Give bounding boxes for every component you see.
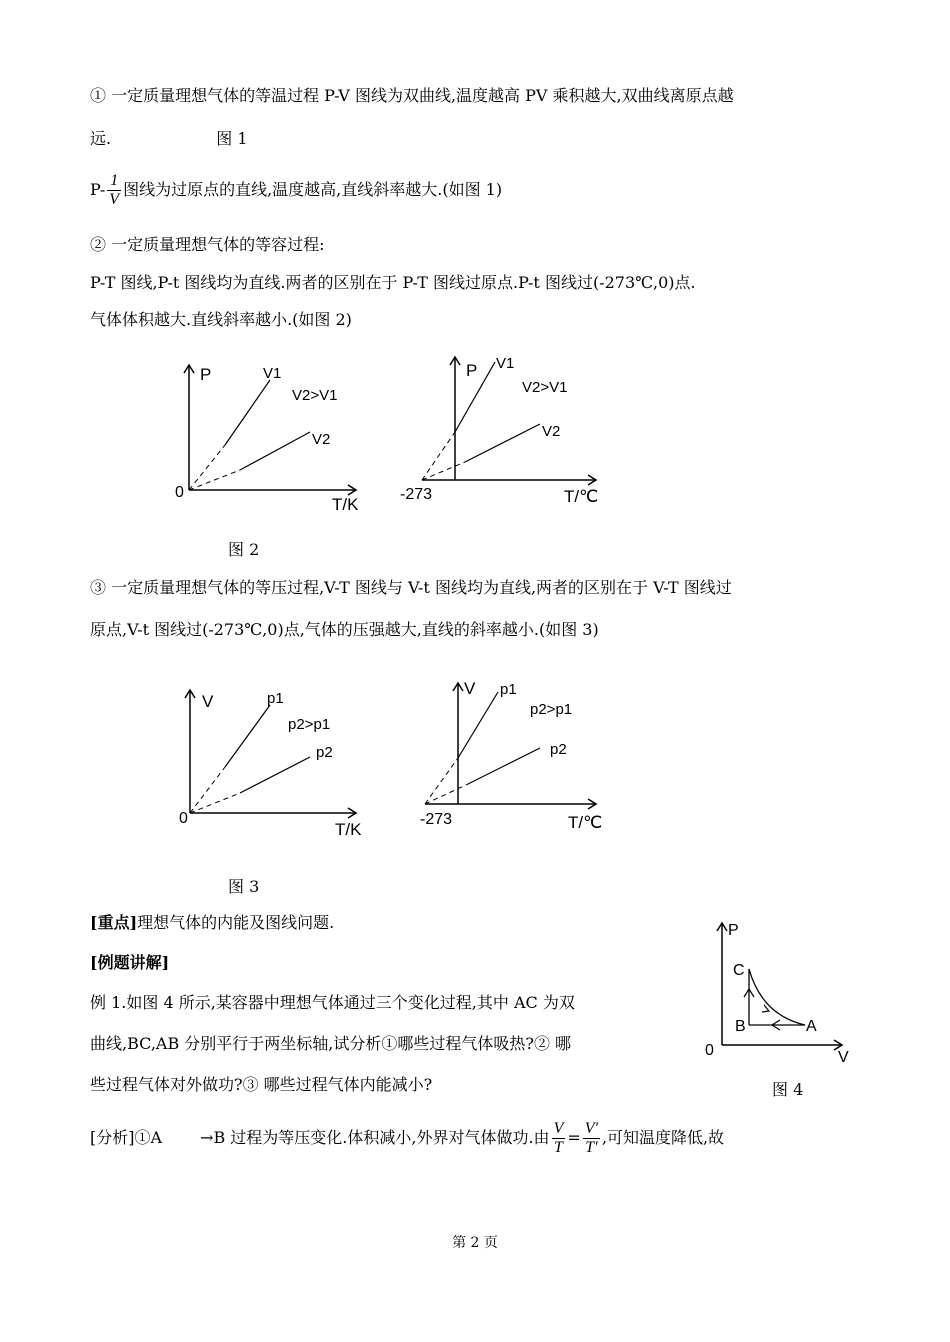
figure4-point-a: A	[806, 1018, 817, 1035]
text-line-3	[90, 170, 502, 210]
figure2-left-xaxis-label: T/K	[332, 495, 359, 514]
figure4-caption: 图 4	[772, 1080, 804, 1099]
text-line-3-suffix: 图线为过原点的直线,温度越高,直线斜率越大.(如图 1)	[123, 180, 503, 199]
figure3-caption: 图 3	[228, 877, 260, 896]
fraction-1-over-v	[107, 172, 121, 209]
figure2-right-graph	[400, 352, 600, 512]
fraction-denominator: V	[109, 191, 120, 208]
figure2-left-yaxis-label: P	[200, 365, 212, 384]
figure2-right-line1-label: V1	[496, 355, 515, 372]
figure3-left-origin-label: 0	[179, 810, 188, 827]
figure2-right-xaxis-label: T/℃	[564, 487, 599, 506]
figure3-left-line2-label: p2	[316, 744, 333, 761]
text-line-2	[90, 129, 248, 149]
text-line-14-prefix: [分析]①A	[90, 1128, 163, 1147]
figure2-left-graph	[170, 360, 370, 520]
figure3-left-line1-label: p1	[267, 690, 284, 707]
figure2-right-line2-label: V2	[542, 423, 561, 440]
figure3-left-xaxis-label: T/K	[335, 820, 362, 839]
fraction-vprime-numerator: V'	[584, 1120, 598, 1137]
figure4-point-b: B	[735, 1018, 746, 1035]
fraction-tprime-denominator: T'	[585, 1139, 598, 1156]
figure2-right-origin-label: -273	[400, 486, 433, 503]
fraction-numerator: 1	[107, 172, 121, 191]
figure3-left-relation: p2>p1	[288, 716, 331, 733]
figure3-right-relation: p2>p1	[530, 701, 573, 718]
text-line-9-body: 理想气体的内能及图线问题.	[137, 913, 335, 932]
figure3-right-line2-label: p2	[550, 741, 567, 758]
figure3-right-origin-label: -273	[420, 811, 453, 828]
figure4-graph	[702, 915, 862, 1075]
text-line-14-mid: →B 过程为等压变化.体积减小,外界对气体做功.由	[200, 1128, 550, 1147]
figure1-caption: 图 1	[216, 129, 248, 148]
figure2-left-relation: V2>V1	[292, 387, 338, 404]
figure4-point-c: C	[733, 962, 745, 979]
text-line-12: 曲线,BC,AB 分别平行于两坐标轴,试分析①哪些过程气体吸热?② 哪	[90, 1034, 572, 1053]
text-line-7: ③ 一定质量理想气体的等压过程,V-T 图线与 V-t 图线均为直线,两者的区别在于 V-T 图线过	[90, 578, 732, 597]
figure4-origin-label: 0	[705, 1042, 714, 1059]
text-line-6: 气体体积越大.直线斜率越小.(如图 2)	[90, 310, 352, 329]
figure4-yaxis-label: P	[728, 922, 739, 939]
figure3-right-xaxis-label: T/℃	[568, 813, 603, 832]
figure2-right-yaxis-label: P	[466, 361, 478, 380]
text-line-14	[90, 1113, 724, 1163]
text-line-5: P-T 图线,P-t 图线均为直线.两者的区别在于 P-T 图线过原点.P-t 图线过(-273℃,0)点.	[90, 273, 696, 292]
figure2-left-origin-label: 0	[175, 484, 184, 501]
page-footer: 第 2 页	[452, 1235, 498, 1251]
figure3-right-yaxis-label: V	[464, 679, 476, 698]
fraction-vprime-over-tprime	[583, 1120, 600, 1157]
text-line-11: 例 1.如图 4 所示,某容器中理想气体通过三个变化过程,其中 AC 为双	[90, 993, 575, 1012]
text-line-1: ① 一定质量理想气体的等温过程 P-V 图线为双曲线,温度越高 PV 乘积越大,双曲线离原点越	[90, 86, 734, 105]
fraction-v-over-t	[552, 1120, 566, 1157]
fraction-t-denominator: T	[554, 1139, 563, 1156]
figure4-xaxis-label: V	[838, 1049, 849, 1066]
figure2-right-relation: V2>V1	[522, 379, 568, 396]
text-line-14-suffix: ,可知温度降低,故	[601, 1128, 725, 1147]
fraction-v-numerator: V	[553, 1120, 564, 1137]
text-line-8: 原点,V-t 图线过(-273℃,0)点,气体的压强越大,直线的斜率越小.(如图 3)	[90, 620, 599, 639]
figure3-left-yaxis-label: V	[202, 692, 214, 711]
text-line-3-prefix: P-	[90, 180, 106, 199]
figure2-caption: 图 2	[228, 540, 260, 559]
equals-sign: =	[567, 1128, 581, 1147]
figure3-left-graph	[170, 685, 370, 845]
text-line-10: [例题讲解]	[90, 953, 170, 972]
text-line-4: ② 一定质量理想气体的等容过程:	[90, 235, 325, 254]
text-line-9	[90, 913, 334, 933]
text-line-2a: 远.	[90, 129, 112, 148]
figure3-right-graph	[400, 678, 603, 838]
figure3-right-line1-label: p1	[500, 681, 517, 698]
figure2-left-line2-label: V2	[312, 431, 331, 448]
figure2-left-line1-label: V1	[263, 365, 282, 382]
text-line-13: 些过程气体对外做功?③ 哪些过程气体内能减小?	[90, 1075, 433, 1094]
emphasis-label: [重点]	[90, 913, 138, 932]
